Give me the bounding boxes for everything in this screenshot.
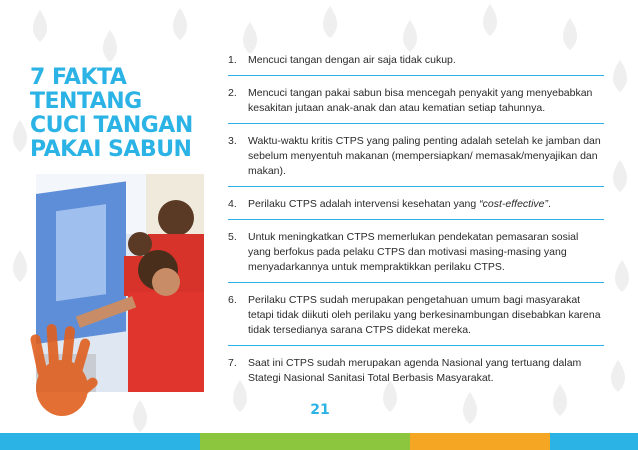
list-item: [228, 290, 604, 346]
footer-segment-orange: [410, 433, 550, 450]
footer-segment-blue: [0, 433, 200, 450]
item-text-after: .: [548, 198, 551, 210]
item-text: Mencuci tangan pakai sabun bisa mencegah penyakit yang menyebabkan kesakitan jutaan anak-anak dan atau kematian setiap tahunnya.: [248, 87, 593, 114]
title-line: 7 FAKTA: [30, 65, 127, 90]
item-number: 1.: [228, 54, 237, 66]
item-number: 6.: [228, 294, 237, 306]
handprint-icon: [16, 318, 106, 428]
item-text: Waktu-waktu kritis CTPS yang paling penting adalah setelah ke jamban dan sebelum menyentuh makanan (mempersiapkan/ memasak/menyajikan dan makan).: [248, 135, 601, 177]
item-text: Saat ini CTPS sudah merupakan agenda Nasional yang tertuang dalam Stategi Nasional Sanitasi Total Berbasis Masyarakat.: [248, 357, 582, 384]
item-number: 3.: [228, 135, 237, 147]
item-text-before: Perilaku CTPS adalah intervensi kesehatan yang: [248, 198, 480, 210]
list-item: [228, 194, 604, 220]
item-text: Untuk meningkatkan CTPS memerlukan pendekatan pemasaran sosial yang berfokus pada pelaku CTPS dan motivasi masing-masing yang menyadarkannya untuk mempraktikkan perilaku CTPS.: [248, 231, 579, 273]
item-text: Perilaku CTPS sudah merupakan pengetahuan umum bagi masyarakat tetapi tidak diikuti oleh perilaku yang berkesinambungan disebabkan karena tidak tersedianya sarana CTPS didekat mereka.: [248, 294, 601, 336]
title-line: PAKAI SABUN: [30, 137, 192, 162]
page-number: 21: [310, 402, 330, 418]
footer-color-bar: [0, 433, 638, 450]
list-item: [228, 50, 604, 76]
footer-segment-blue-2: [550, 433, 638, 450]
item-text: [248, 197, 604, 212]
list-item: [228, 353, 604, 393]
title-line: CUCI TANGAN: [30, 113, 193, 138]
page-title: [30, 66, 210, 162]
item-text: Mencuci tangan dengan air saja tidak cukup.: [248, 54, 456, 66]
list-item: [228, 83, 604, 124]
item-number: 2.: [228, 87, 237, 99]
list-item: [228, 227, 604, 283]
item-text-emphasis: “cost-effective”: [479, 198, 548, 210]
facts-list: [228, 50, 604, 400]
footer-segment-green: [200, 433, 410, 450]
list-item: [228, 131, 604, 187]
title-line: TENTANG: [30, 89, 142, 114]
item-number: 4.: [228, 198, 237, 210]
item-number: 5.: [228, 231, 237, 243]
item-number: 7.: [228, 357, 237, 369]
